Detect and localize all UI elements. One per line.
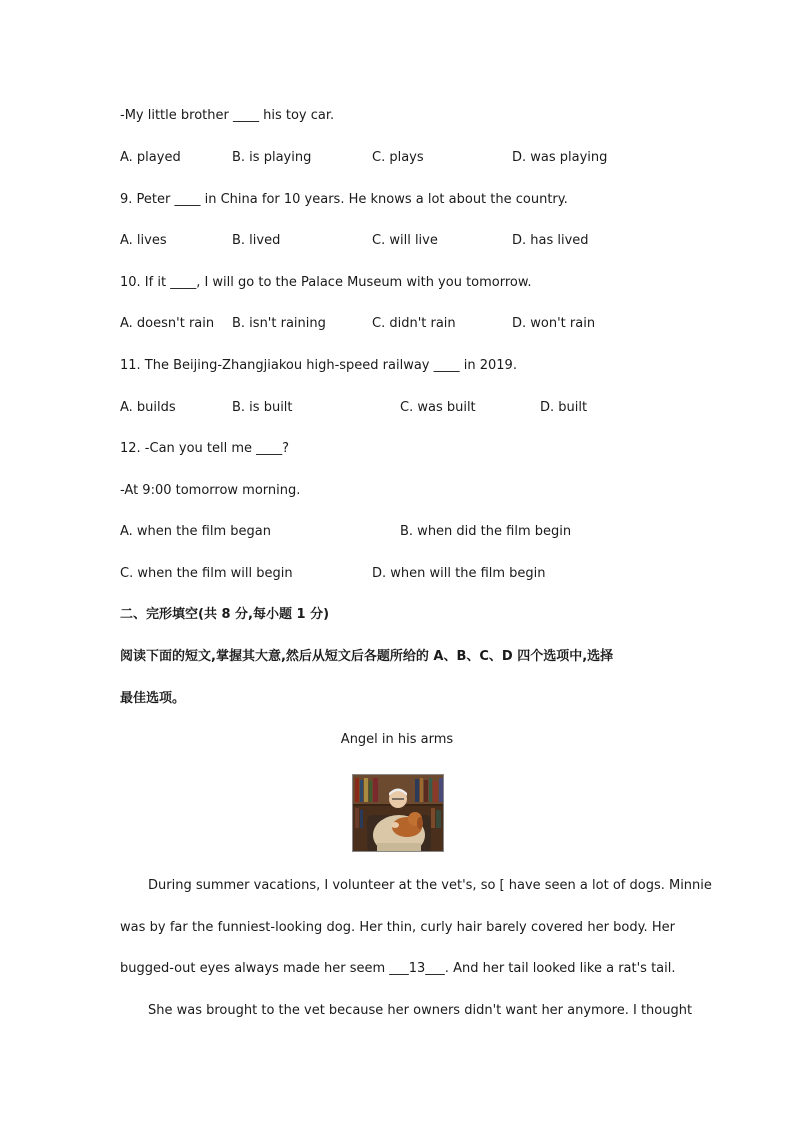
q9-option-a: A. lives: [120, 233, 167, 248]
q12-answer-line: -At 9:00 tomorrow morning.: [120, 483, 301, 498]
q12-stem: 12. -Can you tell me ____?: [120, 441, 290, 456]
q10-stem: 10. If it ____, I will go to the Palace Museum with you tomorrow.: [120, 275, 532, 290]
q12-option-d: D. when will the film begin: [372, 566, 546, 581]
q10-option-b: B. isn't raining: [232, 316, 326, 331]
q8-option-a: A. played: [120, 150, 181, 165]
q11-option-b: B. is built: [232, 400, 293, 415]
q8-answer-line: -My little brother ____ his toy car.: [120, 108, 335, 123]
section-heading: 二、完形填空(共 8 分,每小题 1 分): [120, 607, 330, 622]
passage-line-2: was by far the funniest-looking dog. Her thin, curly hair barely covered her body. Her: [120, 920, 675, 935]
passage-line-1: During summer vacations, I volunteer at the vet's, so [ have seen a lot of dogs. Minnie: [148, 878, 712, 893]
section-instruction-line-1: 阅读下面的短文,掌握其大意,然后从短文后各题所给的 A、B、C、D 四个选项中,选择: [120, 649, 614, 664]
q12-option-b: B. when did the film begin: [400, 524, 572, 539]
q10-option-a: A. doesn't rain: [120, 316, 215, 331]
q12-option-c: C. when the film will begin: [120, 566, 293, 581]
photo-illustration: [353, 775, 444, 852]
q8-option-b: B. is playing: [232, 150, 312, 165]
q9-option-b: B. lived: [232, 233, 281, 248]
q10-option-c: C. didn't rain: [372, 316, 456, 331]
q11-option-d: D. built: [540, 400, 588, 415]
q8-option-d: D. was playing: [512, 150, 608, 165]
q12-option-a: A. when the film began: [120, 524, 271, 539]
passage-line-4: She was brought to the vet because her owners didn't want her anymore. I thought: [148, 1003, 693, 1018]
q9-option-c: C. will live: [372, 233, 438, 248]
passage-title: Angel in his arms: [340, 732, 454, 747]
passage-line-3: bugged-out eyes always made her seem ___13___. And her tail looked like a rat's tail.: [120, 961, 676, 976]
q10-option-d: D. won't rain: [512, 316, 596, 331]
section-instruction-line-2: 最佳选项。: [120, 691, 186, 706]
q11-option-c: C. was built: [400, 400, 476, 415]
q8-option-c: C. plays: [372, 150, 424, 165]
man-holding-dog-photo: [352, 774, 444, 852]
q11-option-a: A. builds: [120, 400, 176, 415]
q9-stem: 9. Peter ____ in China for 10 years. He knows a lot about the country.: [120, 192, 568, 207]
q9-option-d: D. has lived: [512, 233, 589, 248]
q11-stem: 11. The Beijing-Zhangjiakou high-speed railway ____ in 2019.: [120, 358, 517, 373]
